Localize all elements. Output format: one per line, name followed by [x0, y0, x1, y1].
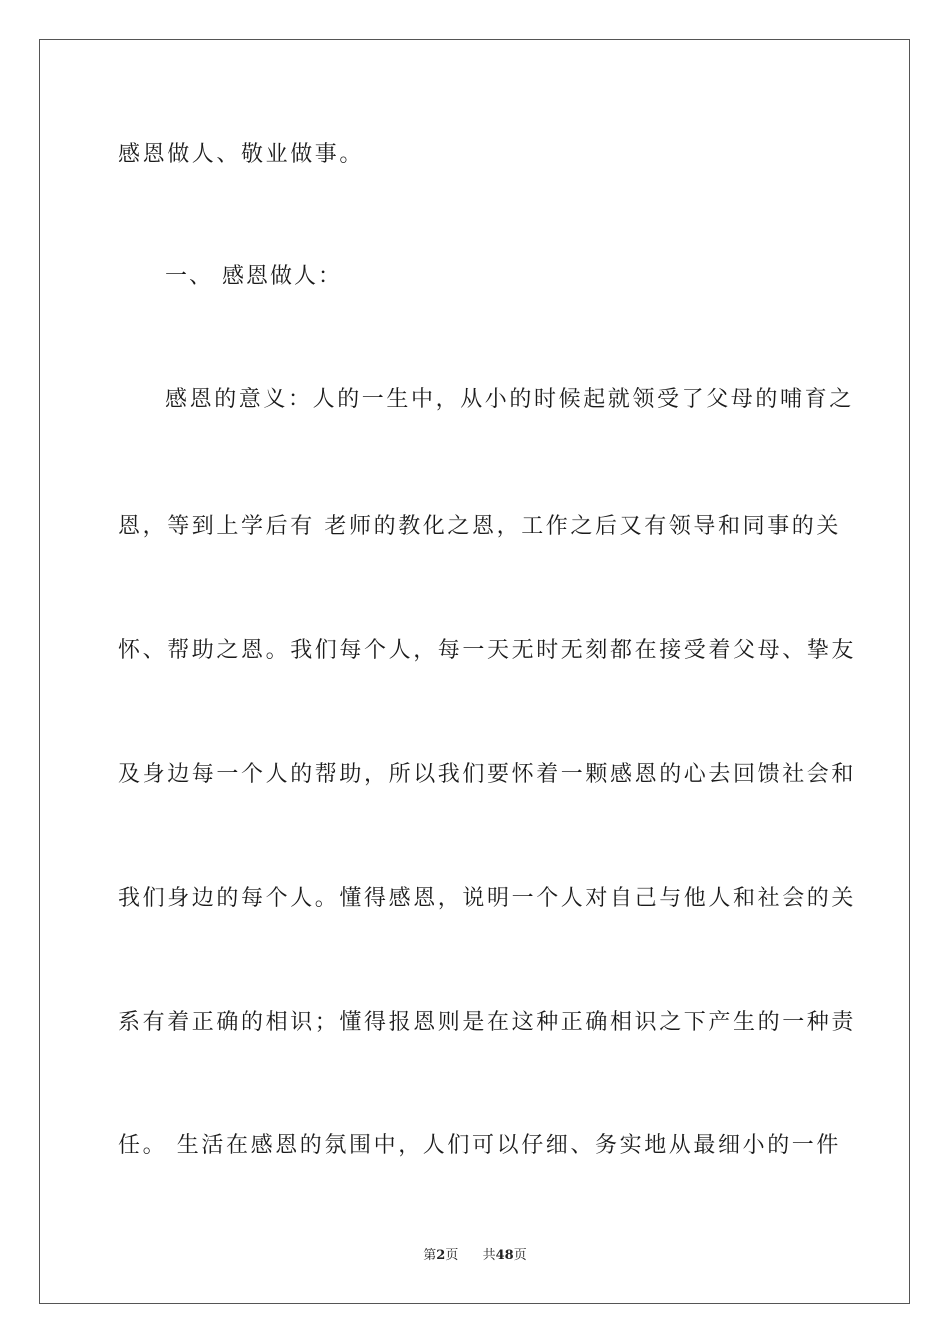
- paragraph-line-4: 怀、帮助之恩。我们每个人，每一天无时无刻都在接受着父母、挚友: [118, 638, 857, 663]
- total-pages: 48: [495, 1248, 514, 1263]
- paragraph-line-8: 任。 生活在感恩的氛围中，人们可以仔细、务实地从最细小的一件: [118, 1133, 841, 1158]
- page-suffix: 页: [445, 1248, 459, 1263]
- page-border: [39, 39, 910, 1304]
- page-number: 2: [436, 1248, 446, 1263]
- paragraph-line-3: 恩，等到上学后有 老师的教化之恩，工作之后又有领导和同事的关: [118, 514, 841, 539]
- total-suffix: 页: [513, 1248, 527, 1263]
- section-heading: 一、 感恩做人：: [165, 264, 342, 289]
- paragraph-line-7: 系有着正确的相识；懂得报恩则是在这种正确相识之下产生的一种责: [118, 1010, 857, 1035]
- paragraph-line-1: 感恩做人、敬业做事。: [118, 142, 365, 167]
- page-prefix: 第: [423, 1248, 437, 1263]
- paragraph-line-5: 及身边每一个人的帮助，所以我们要怀着一颗感恩的心去回馈社会和: [118, 762, 857, 787]
- paragraph-line-6: 我们身边的每个人。懂得感恩，说明一个人对自己与他人和社会的关: [118, 886, 857, 911]
- total-prefix: 共: [482, 1248, 496, 1263]
- paragraph-line-2: 感恩的意义：人的一生中，从小的时候起就领受了父母的哺育之: [165, 387, 854, 412]
- page-footer: [0, 1247, 950, 1265]
